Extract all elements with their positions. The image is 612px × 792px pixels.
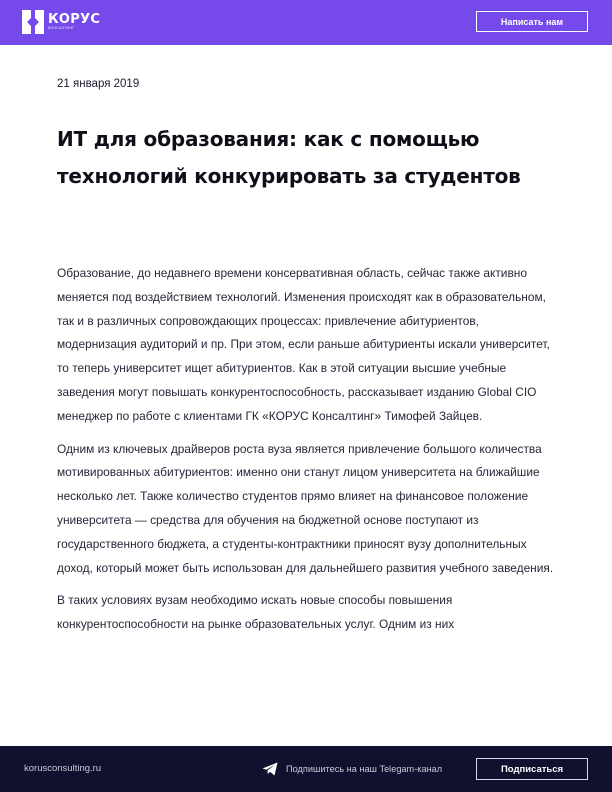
article-date: 21 января 2019 xyxy=(57,78,140,90)
logo-name: КОРУС xyxy=(48,12,101,27)
korus-logo[interactable] xyxy=(22,10,100,34)
article-paragraph: Одним из ключевых драйверов роста вуза является привлечение большого количества мотивированных абитуриентов: именно они станут лицом университета на ближайшие несколько лет. Также количество студентов прямо влияет на финансовое положение университета — средства для обучения на бюджетной основе поступают из государственного бюджета, а студенты-контрактники приносят вузу дополнительных доход, который может быть использован для дальнейшего развития учебного заведения. xyxy=(57,441,554,575)
subscribe-button[interactable]: Подписаться xyxy=(476,758,588,780)
article-body xyxy=(57,262,557,646)
article-paragraph: Образование, до недавнего времени консервативная область, сейчас также активно меняется под воздействием технологий. Изменения происходят как в образовательном, так и в различных сопровождающих процессах: привлечение абитуриентов, модернизация аудиторий и пр. При этом, если раньше абитуриенты искали университет, то теперь университет ищет абитуриентов. Как в этой ситуации высшие учебные заведения могут повышать конкурентоспособность, рассказывает изданию Global CIO менеджер по работе с клиентами ГК «КОРУС Консалтинг» Тимофей Зайцев. xyxy=(57,266,550,423)
korus-logo-icon xyxy=(22,10,44,34)
contact-us-button[interactable]: Написать нам xyxy=(476,11,588,32)
telegram-plane-icon xyxy=(262,762,278,776)
logo-subtitle: КОНСАЛТИНГ xyxy=(48,26,75,30)
article-title: ИТ для образования: как с помощью технологий конкурировать за студентов xyxy=(57,127,521,188)
site-footer xyxy=(0,746,612,792)
telegram-subscribe-link[interactable] xyxy=(262,762,442,776)
logo-text xyxy=(48,13,100,31)
footer-site-link[interactable]: korusconsulting.ru xyxy=(24,763,102,774)
article-paragraph: В таких условиях вузам необходимо искать новые способы повышения конкурентоспособности на рынке образовательных услуг. Одним из них xyxy=(57,593,455,632)
telegram-text: Подпишитесь на наш Telegam-канал xyxy=(286,764,443,774)
site-header xyxy=(0,0,612,45)
